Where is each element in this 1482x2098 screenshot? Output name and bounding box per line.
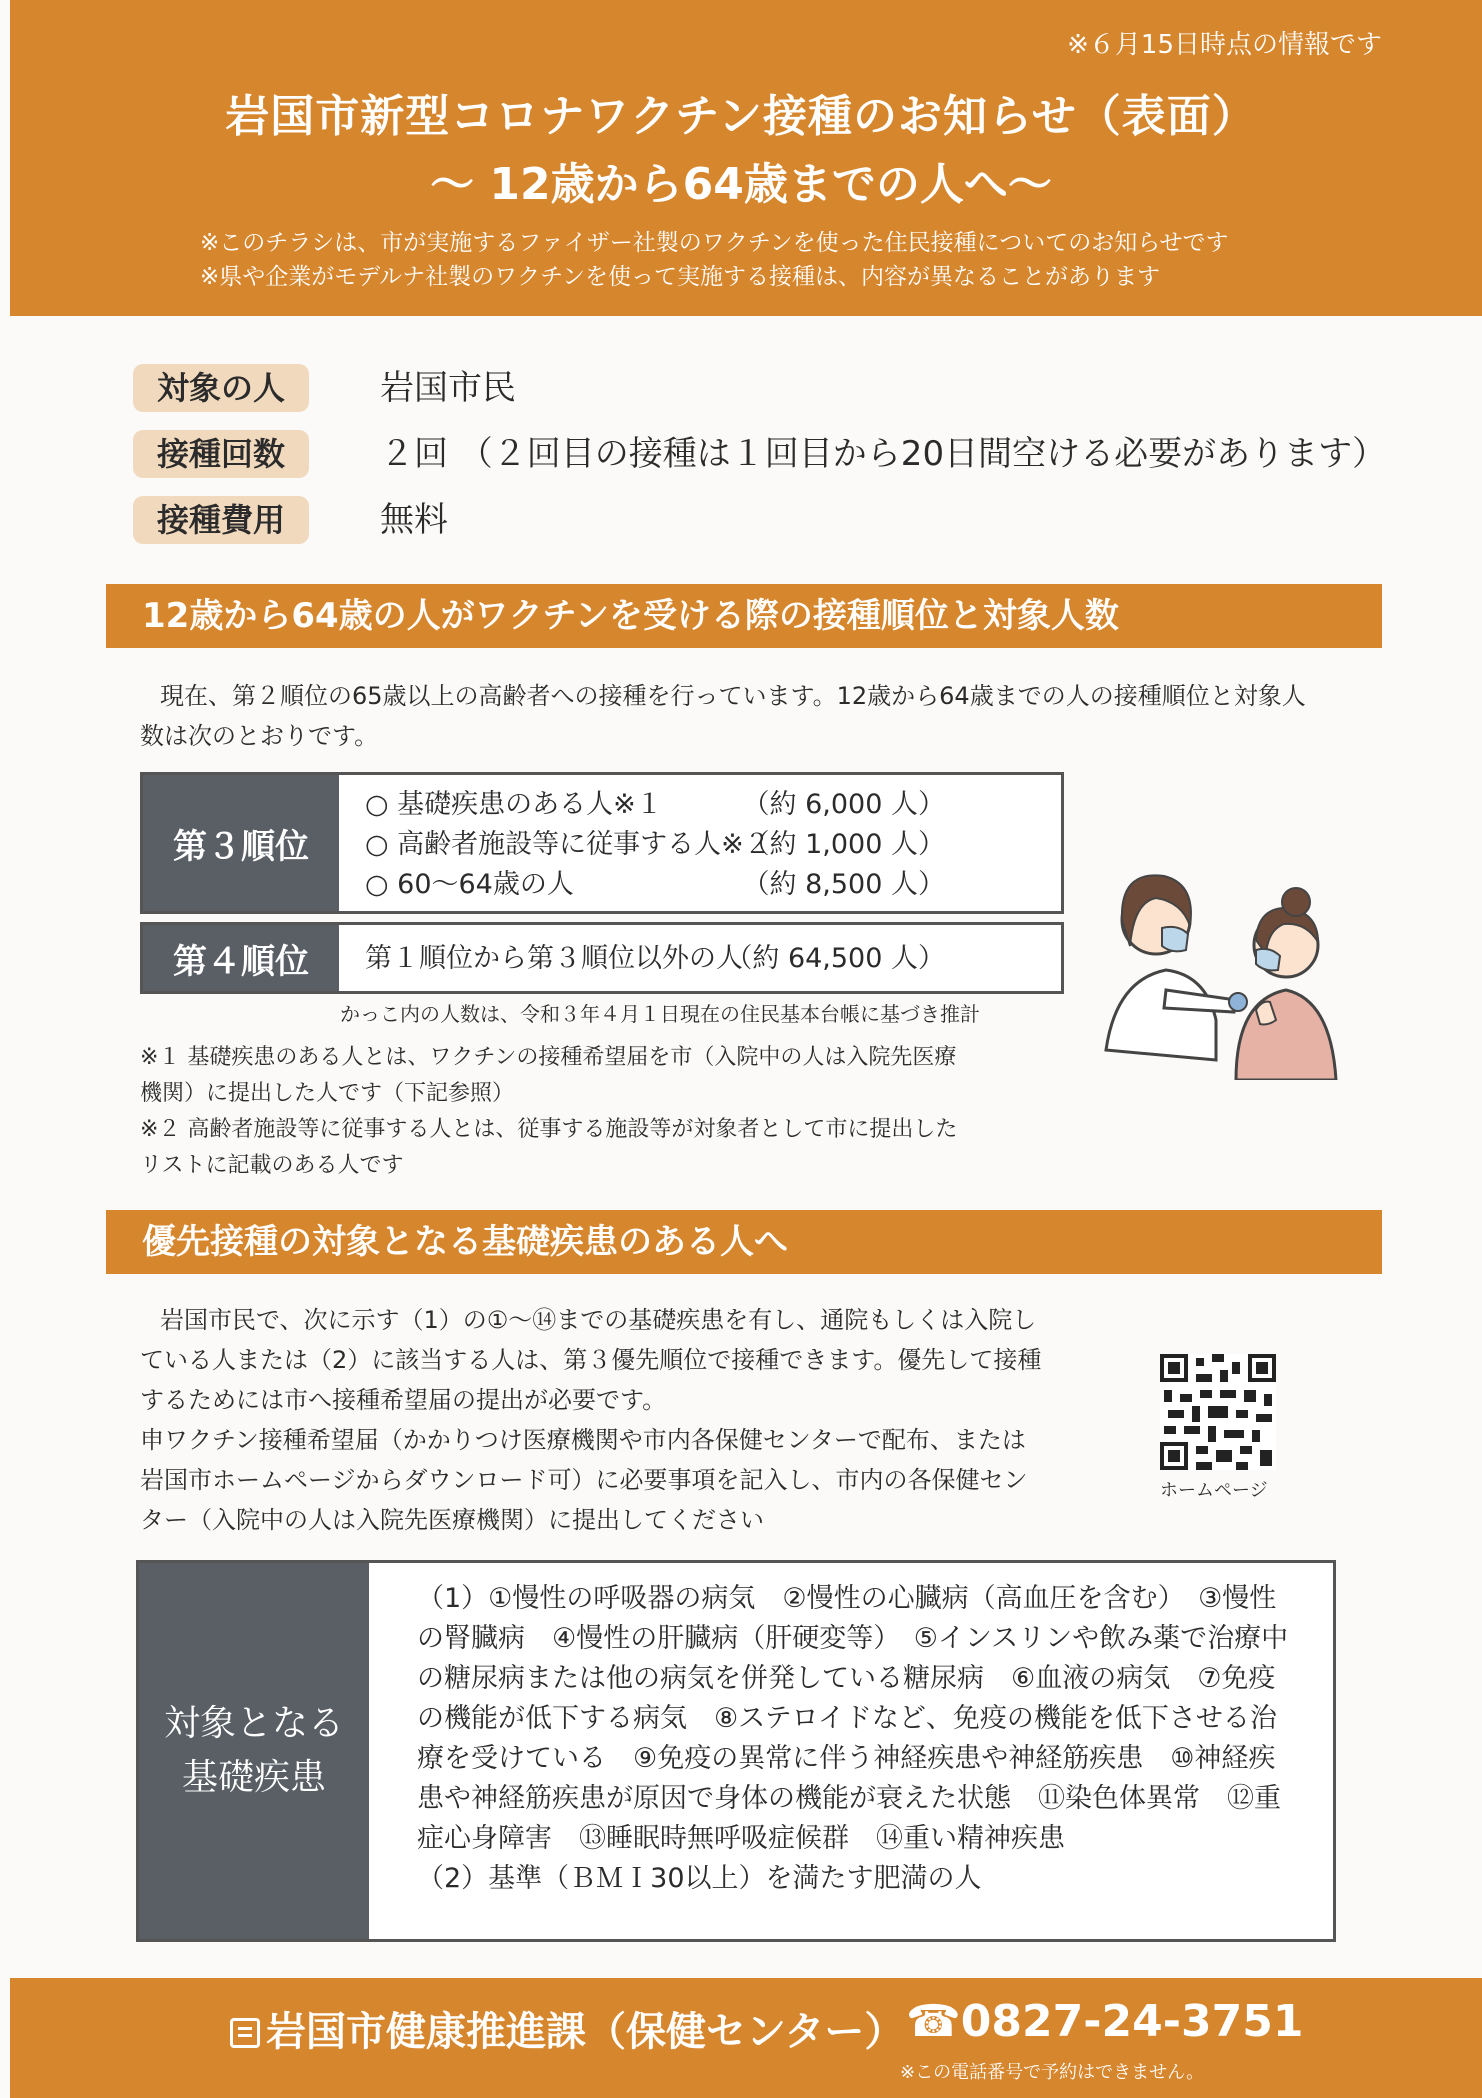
disease-list <box>417 1579 1297 1899</box>
table-row <box>365 865 945 905</box>
priority3-row1-count: （約 6,000 人） <box>742 789 945 820</box>
qr-code[interactable] <box>1160 1354 1276 1470</box>
inquiry-icon <box>230 2018 260 2048</box>
footer-note: ※この電話番号で予約はできません。 <box>900 2062 1205 2083</box>
section2-para-line1: 岩国市民で、次に示す（1）の①～⑭までの基礎疾患を有し、通院もしくは入院し <box>160 1306 1037 1334</box>
priority3-row2-text: ○ 高齢者施設等に従事する人※２ <box>365 829 771 860</box>
list-item: の機能が低下する病気 ⑧ステロイドなど、免疫の機能を低下させる治 <box>417 1703 1277 1734</box>
list-item: （1）①慢性の呼吸器の病気 ②慢性の心臓病（高血圧を含む） ③慢性 <box>417 1583 1277 1614</box>
priority3-table <box>140 772 1064 914</box>
priority4-text: 第１順位から第３順位以外の人 <box>365 943 743 974</box>
list-item: 症心身障害 ⑬睡眠時無呼吸症候群 ⑭重い精神疾患 <box>417 1823 1065 1854</box>
header-note-2: ※県や企業がモデルナ社製のワクチンを使って実施する接種は、内容が異なることがあります <box>200 264 1160 290</box>
header-note-1: ※このチラシは、市が実施するファイザー社製のワクチンを使った住民接種についてのお知らせです <box>200 230 1229 256</box>
table-row <box>365 939 945 979</box>
section1-intro-line1: 現在、第２順位の65歳以上の高齢者への接種を行っています。12歳から64歳までの人の接種順位と対象人 <box>160 682 1306 710</box>
priority4-table <box>140 922 1064 994</box>
footnote2-line2: リストに記載のある人です <box>140 1153 404 1178</box>
disease-label <box>139 1563 369 1939</box>
list-item: の腎臓病 ④慢性の肝臓病（肝硬変等） ⑤インスリンや飲み薬で治療中 <box>417 1623 1289 1654</box>
priority3-row2-count: （約 1,000 人） <box>742 829 945 860</box>
table-note: かっこ内の人数は、令和３年４月１日現在の住民基本台帳に基づき推計 <box>340 1002 980 1026</box>
priority4-label: 第４順位 <box>143 925 339 991</box>
footnote1-line1: ※１ 基礎疾患のある人とは、ワクチンの接種希望届を市（入院中の人は入院先医療 <box>140 1045 957 1070</box>
table-row <box>365 825 945 865</box>
info-value-target: 岩国市民 <box>380 368 516 408</box>
priority3-label: 第３順位 <box>143 775 339 911</box>
section1-intro-line2: 数は次のとおりです。 <box>140 722 379 750</box>
footer-phone[interactable]: ☎0827-24-3751 <box>906 1996 1304 2047</box>
disease-label-line1: 対象となる <box>163 1703 344 1744</box>
as-of-date: ※６月15日時点の情報です <box>1067 30 1382 60</box>
footnote2-line1: ※２ 高齢者施設等に従事する人とは、従事する施設等が対象者として市に提出した <box>140 1117 958 1142</box>
list-item: 療を受けている ⑨免疫の異常に伴う神経疾患や神経筋疾患 ⑩神経疾 <box>417 1743 1276 1774</box>
info-label-cost: 接種費用 <box>133 496 309 544</box>
footer-org-text: 岩国市健康推進課（保健センター） <box>266 2009 905 2055</box>
priority3-row3-count: （約 8,500 人） <box>742 869 945 900</box>
page-title: 岩国市新型コロナワクチン接種のお知らせ（表面） <box>225 91 1257 142</box>
disease-table <box>136 1560 1336 1942</box>
section-header-priority: 12歳から64歳の人がワクチンを受ける際の接種順位と対象人数 <box>106 584 1382 648</box>
priority3-row1-text: ○ 基礎疾患のある人※１ <box>365 789 663 820</box>
vaccination-illustration <box>1086 850 1346 1080</box>
info-label-doses: 接種回数 <box>133 430 309 478</box>
info-value-doses: ２回 （２回目の接種は１回目から20日間空ける必要があります） <box>380 434 1387 474</box>
table-row <box>365 785 945 825</box>
priority4-count: （約 64,500 人） <box>725 943 945 974</box>
section2-para-line6: ター（入院中の人は入院先医療機関）に提出してください <box>140 1506 764 1534</box>
section2-para-line3: するためには市へ接種希望届の提出が必要です。 <box>140 1386 667 1414</box>
list-item: 患や神経筋疾患が原因で身体の機能が衰えた状態 ⑪染色体異常 ⑫重 <box>417 1783 1281 1814</box>
disease-label-line2: 基礎疾患 <box>181 1757 326 1798</box>
info-label-target: 対象の人 <box>133 364 309 412</box>
section2-para-line4: 申ワクチン接種希望届（かかりつけ医療機関や市内各保健センターで配布、または <box>140 1426 1026 1454</box>
priority3-row3-text: ○ 60～64歳の人 <box>365 869 574 900</box>
section2-para-line2: ている人または（2）に該当する人は、第３優先順位で接種できます。優先して接種 <box>140 1346 1042 1374</box>
list-item: の糖尿病または他の病気を併発している糖尿病 ⑥血液の病気 ⑦免疫 <box>417 1663 1276 1694</box>
list-item: （2）基準（ＢＭＩ30以上）を満たす肥満の人 <box>417 1863 982 1894</box>
footnote1-line2: 機関）に提出した人です（下記参照） <box>140 1081 515 1106</box>
section2-para-line5: 岩国市ホームページからダウンロード可）に必要事項を記入し、市内の各保健セン <box>140 1466 1028 1494</box>
qr-caption: ホームページ <box>1160 1480 1268 1501</box>
footer-organization <box>230 2000 904 2057</box>
section-header-underlying: 優先接種の対象となる基礎疾患のある人へ <box>106 1210 1382 1274</box>
info-value-cost: 無料 <box>380 500 448 540</box>
page-subtitle: ～ 12歳から64歳までの人へ～ <box>430 159 1052 210</box>
